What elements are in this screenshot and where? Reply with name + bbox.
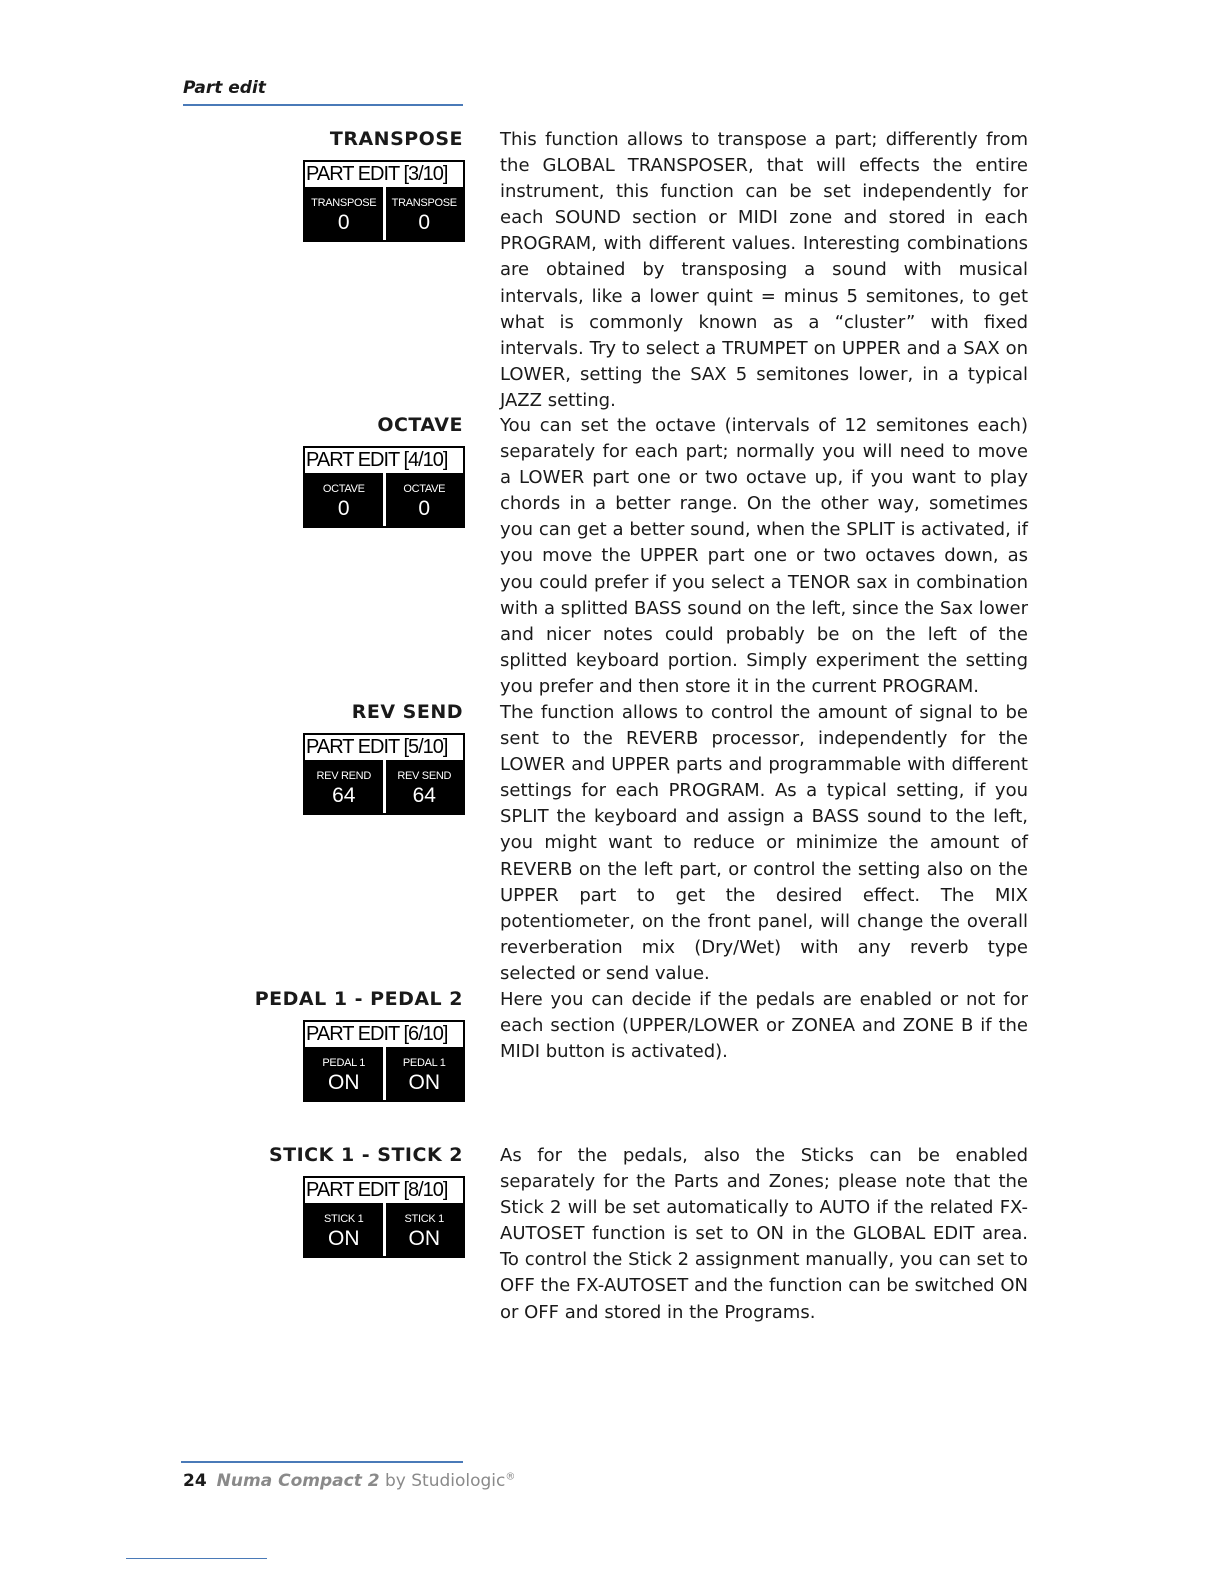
lcd-cell <box>383 1047 464 1100</box>
lcd-cell-value: ON <box>408 1227 440 1250</box>
lcd-cell <box>383 760 464 813</box>
label-octave: OCTAVE <box>377 414 463 436</box>
lcd-cell-value: 0 <box>337 497 350 520</box>
bottom-rule <box>126 1558 267 1559</box>
lcd-title: PART EDIT [6/10] <box>305 1022 463 1047</box>
lcd-cell-name: REV SEND <box>397 770 452 782</box>
lcd-cell-name: OCTAVE <box>322 483 365 495</box>
lcd-display-stick <box>303 1176 465 1258</box>
lcd-cell-name: PEDAL 1 <box>402 1057 446 1069</box>
lcd-cell-value: 64 <box>412 784 436 807</box>
label-stick: STICK 1 - STICK 2 <box>268 1144 463 1166</box>
lcd-cell-name: PEDAL 1 <box>322 1057 366 1069</box>
lcd-cell-value: ON <box>328 1227 360 1250</box>
lcd-display-octave <box>303 446 465 528</box>
lcd-cell-name: TRANSPOSE <box>391 197 457 209</box>
lcd-display-pedal <box>303 1020 465 1102</box>
lcd-title: PART EDIT [4/10] <box>305 448 463 473</box>
lcd-cell <box>305 760 383 813</box>
label-transpose: TRANSPOSE <box>329 128 463 150</box>
lcd-cell <box>305 473 383 526</box>
header-rule <box>183 104 463 106</box>
lcd-title: PART EDIT [3/10] <box>305 162 463 187</box>
paragraph-stick: As for the pedals, also the Sticks can be enabled separately for the Parts and Zones; please note that the Stick 2 will be set automatically to AUTO if the related FX-AUTOSET function is set to ON in the GLOBAL EDIT area. To control the Stick 2 assignment manually, you can set to OFF the FX-AUTOSET and the function can be switched ON or OFF and stored in the Programs. <box>500 1145 1028 1323</box>
label-pedal: PEDAL 1 - PEDAL 2 <box>254 988 463 1010</box>
lcd-cell-value: ON <box>328 1071 360 1094</box>
page-number: 24 <box>183 1471 207 1491</box>
label-rev-send: REV SEND <box>351 701 463 723</box>
lcd-cell-name: TRANSPOSE <box>311 197 377 209</box>
lcd-cell <box>305 1203 383 1256</box>
lcd-cell <box>383 187 464 240</box>
footer <box>183 1471 515 1491</box>
lcd-display-rev-send <box>303 733 465 815</box>
product-name: Numa Compact 2 <box>216 1471 380 1491</box>
lcd-title: PART EDIT [5/10] <box>305 735 463 760</box>
lcd-cell-value: 64 <box>332 784 356 807</box>
lcd-cell-name: STICK 1 <box>404 1213 444 1225</box>
lcd-cell <box>305 1047 383 1100</box>
paragraph-octave: You can set the octave (intervals of 12 semitones each) separately for each part; normally you will need to move a LOWER part one or two octave up, if you want to play chords in a better range. On the other way, sometimes you can get a better sound, when the SPLIT is activated, if you move the UPPER part one or two octaves down, as you could prefer if you select a TENOR sax in combination with a splitted BASS sound on the left, since the Sax lower and nicer notes could probably be on the left of the splitted keyboard portion. Simply experiment the setting you prefer and then store it in the current PROGRAM. <box>500 415 1028 697</box>
lcd-cell-value: ON <box>408 1071 440 1094</box>
registered-mark: ® <box>505 1471 516 1483</box>
lcd-cell-name: OCTAVE <box>403 483 446 495</box>
brand-name: by Studiologic <box>379 1471 506 1491</box>
lcd-cell <box>383 1203 464 1256</box>
paragraph-transpose: This function allows to transpose a part; differently from the GLOBAL TRANSPOSER, that will effects the entire instrument, this function can be set independently for each SOUND section or MIDI zone and stored in each PROGRAM, with different values. Interesting combinations are obtained by transposing a sound with musical intervals, like a lower quint = minus 5 semitones, to get what is commonly known as a “cluster” with fixed intervals. Try to select a TRUMPET on UPPER and a SAX on LOWER, setting the SAX 5 semitones lower, in a typical JAZZ setting. <box>500 129 1028 411</box>
lcd-cell-name: REV REND <box>316 770 371 782</box>
section-header: Part edit <box>183 78 266 98</box>
lcd-cell-value: 0 <box>337 211 350 234</box>
footer-rule <box>181 1461 463 1463</box>
lcd-cell <box>383 473 464 526</box>
lcd-cell-name: STICK 1 <box>324 1213 364 1225</box>
paragraph-pedal: Here you can decide if the pedals are enabled or not for each section (UPPER/LOWER or ZONEA and ZONE B if the MIDI button is activated). <box>500 989 1028 1063</box>
paragraph-rev-send: The function allows to control the amount of signal to be sent to the REVERB processor, independently for the LOWER and UPPER parts and programmable with different settings for each PROGRAM. As a typical setting, if you SPLIT the keyboard and assign a BASS sound to the left, you might want to reduce or minimize the amount of REVERB on the left part, or control the setting also on the UPPER part to get the desired effect. The MIX potentiometer, on the front panel, will change the overall reverberation mix (Dry/Wet) with any reverb type selected or send value. <box>500 702 1028 984</box>
lcd-cell <box>305 187 383 240</box>
lcd-display-transpose <box>303 160 465 242</box>
lcd-cell-value: 0 <box>418 497 431 520</box>
lcd-cell-value: 0 <box>418 211 431 234</box>
lcd-title: PART EDIT [8/10] <box>305 1178 463 1203</box>
